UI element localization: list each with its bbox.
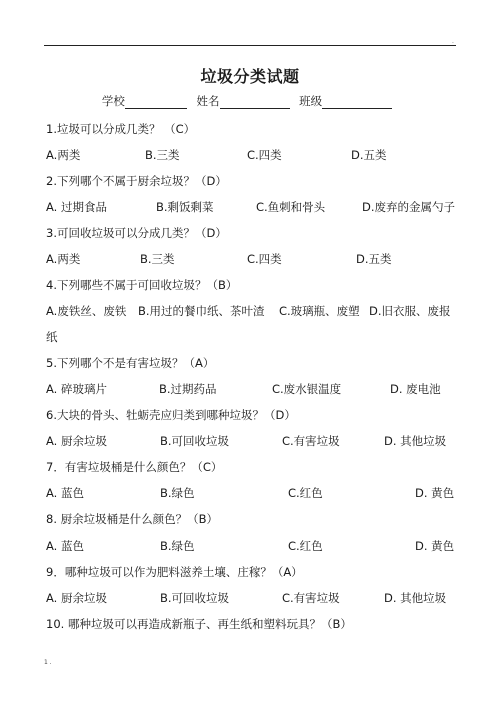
question-5: 5.下列哪个不是有害垃圾？（A）	[46, 356, 215, 370]
option: A. 碎玻璃片	[46, 382, 107, 396]
question-1: 1.垃圾可以分成几类？ （C）	[46, 122, 196, 136]
option-continuation: 纸	[46, 330, 58, 344]
option: D.废弃的金属勺子	[362, 200, 456, 214]
question-6: 6.大块的骨头、牡蛎壳应归类到哪种垃圾？（D）	[46, 408, 296, 422]
option: B.剩饭剩菜	[156, 200, 214, 214]
header-mark: .	[452, 38, 454, 45]
option: C.有害垃圾	[282, 434, 340, 448]
option: C.四类	[247, 252, 282, 266]
question-2: 2.下列哪个不属于厨余垃圾？（D）	[46, 174, 227, 188]
option: C.废水银温度	[272, 382, 342, 396]
footer-mark: 1 .	[44, 659, 52, 666]
option: D.五类	[351, 148, 387, 162]
question-3: 3.可回收垃圾可以分成几类？（D）	[46, 226, 227, 240]
student-info-line	[0, 93, 500, 109]
option: B.绿色	[160, 539, 195, 553]
class-label: 班级	[299, 94, 323, 108]
option: A. 过期食品	[46, 200, 107, 214]
question-7: 7．有害垃圾桶是什么颜色？（C）	[46, 460, 223, 474]
option: B.三类	[140, 252, 175, 266]
name-label: 姓名	[196, 94, 220, 108]
option: C.玻璃瓶、废塑	[279, 304, 360, 318]
option: B.用过的餐巾纸、茶叶渣	[138, 304, 265, 318]
option: C.四类	[247, 148, 282, 162]
option: A. 蓝色	[46, 539, 84, 553]
name-blank[interactable]	[220, 96, 290, 109]
option: D. 其他垃圾	[384, 434, 447, 448]
option: D. 其他垃圾	[384, 591, 447, 605]
option: C.鱼刺和骨头	[256, 200, 326, 214]
option: B.过期药品	[159, 382, 217, 396]
option: B.可回收垃圾	[160, 591, 230, 605]
question-8: 8. 厨余垃圾桶是什么颜色？（B）	[46, 512, 219, 526]
question-10: 10. 哪种垃圾可以再造成新瓶子、再生纸和塑料玩具？（B）	[46, 617, 352, 631]
option: A.废铁丝、废铁	[46, 304, 127, 318]
option: C.有害垃圾	[282, 591, 340, 605]
option: A. 蓝色	[46, 486, 84, 500]
option: B.可回收垃圾	[160, 434, 230, 448]
question-4: 4.下列哪些不属于可回收垃圾？（B）	[46, 278, 238, 292]
question-9: 9．哪种垃圾可以作为肥料滋养土壤、庄稼？（A）	[46, 565, 303, 579]
option: D. 黄色	[415, 539, 455, 553]
school-label: 学校	[101, 94, 125, 108]
option: C.红色	[288, 486, 323, 500]
page-title: 垃圾分类试题	[200, 67, 300, 86]
option: D.旧衣服、废报	[369, 304, 451, 318]
option: C.红色	[288, 539, 323, 553]
option: A.两类	[46, 148, 81, 162]
option: D. 黄色	[415, 486, 455, 500]
option: A.两类	[46, 252, 81, 266]
option: A. 厨余垃圾	[46, 434, 107, 448]
option: B.绿色	[160, 486, 195, 500]
class-blank[interactable]	[322, 96, 392, 109]
option: D.五类	[356, 252, 392, 266]
school-blank[interactable]	[125, 96, 187, 109]
option: B.三类	[145, 148, 180, 162]
option: A. 厨余垃圾	[46, 591, 107, 605]
header-rule	[44, 45, 456, 46]
option: D. 废电池	[390, 382, 441, 396]
